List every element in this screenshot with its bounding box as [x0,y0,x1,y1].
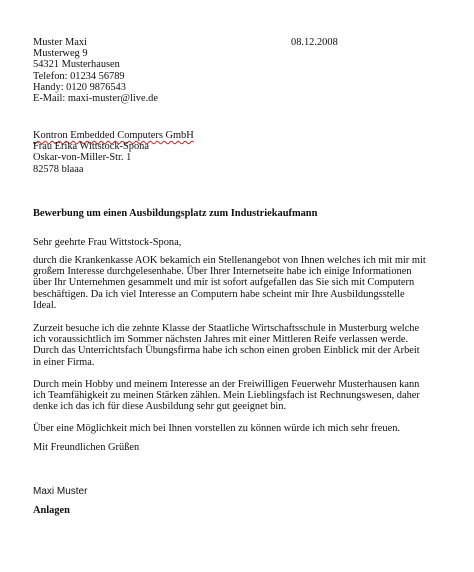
recipient-company: Kontron Embedded Computers GmbH [33,130,194,141]
paragraph-line: über Ihr Unternehmen gesammelt und mir ist sofort aufgefallen das Sie sich mit Computern [33,277,415,289]
closing-formula: Mit Freundlichen Grüßen [33,442,140,453]
paragraph-motivation [33,255,426,311]
sender-email: E-Mail: maxi-muster@live.de [33,93,158,105]
paragraph-line: Durch mein Hobby und meinem Interesse an der Freiwilligen Feuerwehr Musterhausen kann [33,379,420,390]
paragraph-line: ich voraussichtlich im Sommer nächsten Jahres mit einer Mittleren Reife verlassen werde. [33,334,409,346]
sender-address-block [33,37,158,104]
paragraph-line: denke ich das ich für diese Ausbildung sehr gut geeignet bin. [33,401,287,413]
sender-city: 54321 Musterhausen [33,59,120,71]
attachments-label: Anlagen [33,505,70,516]
sender-mobile: Handy: 0120 9876543 [33,81,126,93]
paragraph-line: Ideal. [33,299,57,311]
paragraph-line: Durch das Unterrichtsfach Übungsfirma habe ich schon einen groben Einblick mit der Arbeit [33,345,420,357]
recipient-city: 82578 blaaa [33,163,84,175]
paragraph-line: in einer Firma. [33,356,95,368]
paragraph-line: Über eine Möglichkeit mich bei Ihnen vorstellen zu können würde ich mich sehr freuen. [33,423,401,434]
sender-street: Musterweg 9 [33,48,88,60]
recipient-street: Oskar-von-Miller-Str. 1 [33,152,132,164]
paragraph-strengths [33,379,420,413]
recipient-address-block [33,130,194,175]
paragraph-line: Zurzeit besuche ich die zehnte Klasse der Staatliche Wirtschaftsschule in Musterburg welche [33,323,420,334]
paragraph-line: ich Teamfähigkeit zu meinen Stärken zählen. Mein Lieblingsfach ist Rechnungswesen, daher [33,390,420,402]
signature-name: Maxi Muster [33,486,88,497]
recipient-contact: Frau Erika Wittstock-Spona [33,141,149,153]
letter-date: 08.12.2008 [291,37,338,48]
paragraph-education [33,323,420,368]
salutation: Sehr geehrte Frau Wittstock-Spona, [33,237,182,248]
paragraph-line: durch die Krankenkasse AOK bekamich ein Stellenangebot von Ihnen welches ich mit mir mit [33,255,426,266]
paragraph-line: beschäftigen. Da ich viel Interesse an Computern habe scheint mir Ihre Ausbildungsstelle [33,288,405,300]
paragraph-interview [33,423,400,434]
subject-line: Bewerbung um einen Ausbildungsplatz zum Industriekaufmann [33,208,318,219]
sender-phone: Telefon: 01234 56789 [33,70,125,82]
paragraph-line: großem Interesse durchgelesenhabe. Über Ihrer Internetseite habe ich einige Informationen [33,266,412,278]
sender-name: Muster Maxi [33,37,87,48]
